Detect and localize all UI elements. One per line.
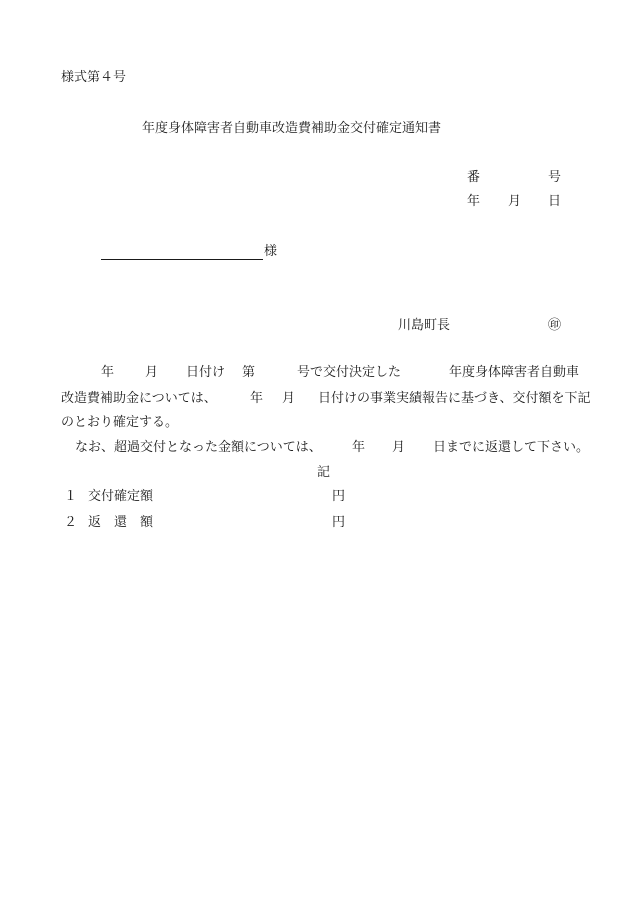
body-l2-segment-0: 改造費補助金については、 — [61, 391, 217, 406]
body-l1-segment-2: 日付け — [186, 365, 226, 380]
body-l2-segment-2: 月 — [282, 391, 296, 406]
body-l3-segment-0: のとおり確定する。 — [61, 415, 179, 430]
body-l4-segment-3: 日までに返還して下さい。 — [433, 440, 590, 455]
reference-number-suffix: 号 — [548, 170, 562, 185]
body-l2-segment-3: 日付けの事業実績報告に基づき、交付額を下記 — [318, 391, 591, 406]
body-l1-segment-3: 第 — [242, 365, 256, 380]
addressee-suffix: 様 — [264, 244, 278, 259]
item-1-label: 交付確定額 — [88, 489, 154, 504]
reference-number-label: 番 — [467, 170, 481, 185]
body-l4-segment-2: 月 — [392, 440, 406, 455]
body-l1-segment-0: 年 — [101, 365, 115, 380]
item-1-number: １ — [64, 489, 78, 504]
item-1-unit: 円 — [332, 489, 346, 504]
ki-label: 記 — [317, 465, 331, 480]
item-2-label: 返 還 額 — [88, 515, 154, 530]
body-l2-segment-1: 年 — [250, 391, 264, 406]
body-l1-segment-4: 号で交付決定した — [297, 365, 402, 380]
date-day-label: 日 — [548, 194, 562, 209]
seal-icon: ㊞ — [548, 318, 562, 333]
addressee-line — [101, 244, 277, 260]
sender-title: 川島町長 — [398, 318, 451, 333]
body-l4-segment-0: なお、超過交付となった金額については、 — [75, 440, 322, 455]
form-number: 様式第４号 — [61, 70, 127, 85]
item-2-unit: 円 — [332, 515, 346, 530]
date-month-label: 月 — [508, 194, 522, 209]
item-2-number: ２ — [64, 515, 78, 530]
date-year-label: 年 — [467, 194, 481, 209]
body-l1-segment-1: 月 — [145, 365, 159, 380]
document-title: 年度身体障害者自動車改造費補助金交付確定通知書 — [142, 121, 442, 136]
body-l1-segment-5: 年度身体障害者自動車 — [449, 365, 580, 380]
addressee-blank — [101, 245, 263, 260]
body-l4-segment-1: 年 — [352, 440, 366, 455]
